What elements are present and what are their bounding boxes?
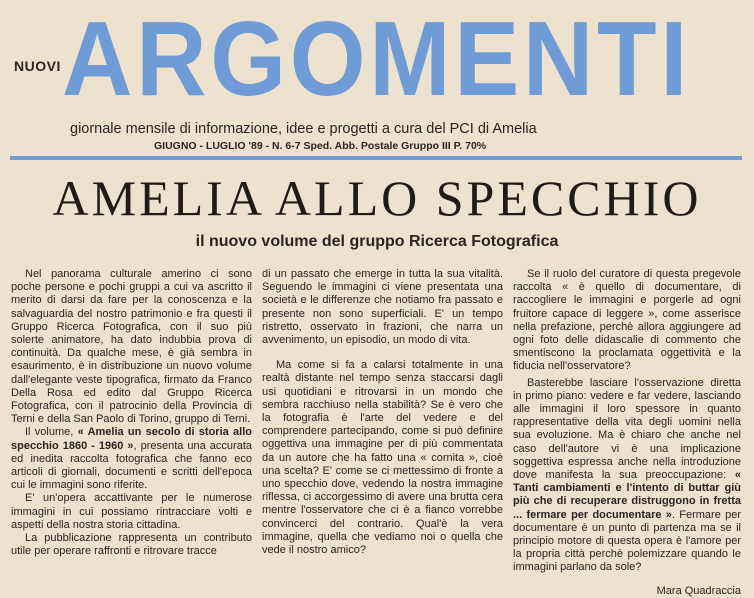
masthead-rule <box>10 156 742 160</box>
article-headline: AMELIA ALLO SPECCHIO <box>52 170 702 226</box>
text-run: Il volume, <box>25 426 78 439</box>
book-title: « Amelia un secolo di storia allo specchio 1860 - 1960 » <box>11 426 252 452</box>
masthead-prefix: NUOVI <box>14 58 61 74</box>
article-subhead: il nuovo volume del gruppo Ricerca Fotografica <box>195 233 559 250</box>
issue-info: GIUGNO - LUGLIO '89 - N. 6-7 Sped. Abb. Postale Gruppo III P. 70% <box>154 140 487 152</box>
column-2 <box>262 268 503 557</box>
paragraph: E' un'opera accattivante per le numerose immagini in cui possiamo rintracciare volti e aspetti della nostra storia cittadina. <box>11 492 252 531</box>
column-3 <box>513 268 741 597</box>
text-run: , presenta una accurata ed inedita raccolta fotografica che fanno eco articoli di giornali, documenti e scritti dell'epoca cui le immagini sono riferite. <box>11 439 252 492</box>
paragraph: di un passato che emerge in tutta la sua vitalità. Seguendo le immagini ci viene presentata una società e le differenze che notiamo fra passato e presente non sono superficiali. E' un tempo ristretto, osservato in frazioni, che narra un avvenimento, un episodio, un modo di vita. <box>262 268 503 347</box>
column-1 <box>11 268 252 558</box>
paragraph <box>513 377 741 575</box>
paragraph: Nel panorama culturale amerino ci sono poche persone e pochi gruppi a cui va ascritto il merito di darsi da fare per la conoscenza e la salvaguardia del nostro patrimonio e fra questi il Gruppo Ricerca Fotografica, con il suo più solerte animatore, ha dato indubbia prova di continuità. Da qualche mese, è già sembra in esaurimento, è in distribuzione un nuovo volume dall'elegante veste tipografica, firmato da Franco Della Rosa ed edito dal Gruppo Ricerca Fotografica, con il patrocinio della Provincia di Terni e della San Paolo di Torino, gruppo di Terni. <box>11 268 252 426</box>
masthead-tagline: giornale mensile di informazione, idee e progetti a cura del PCI di Amelia <box>70 121 537 137</box>
article-body <box>0 268 754 597</box>
paragraph: Se il ruolo del curatore di questa pregevole raccolta « è quello di documentare, di raccogliere le immagini e porgerle ad ogni fruitore capace di leggere », come asserisce nella prefazione, perchè allora aggiungere ad ogni foto delle didascalie di commento che smentiscono la proclamata oggettività e la fiducia nell'osservatore? <box>513 268 741 373</box>
paragraph: Ma come si fa a calarsi totalmente in una realtà distante nel tempo senza staccarsi dagli usi quotidiani e ritrovarsi in un mondo che sembra racchiuso nella stabilità? Se è vero che la fotografia è l'arte del vedere e del comprendere partecipando, come si può definire oggettiva una immagine per di più commentata da un autore che ha fatto una « cornita », cioè una scelta? E' come se ci mettessimo di fronte a uno specchio dove, vedendo la nostra immagine riflessa, ci accorgessimo di avere una brutta cera mentre l'osservatore che ci è a fianco vorrebbe convincerci del contrario. Qual'è la vera immagine, quella che vediamo noi o quella che vede il nostro amico? <box>262 359 503 557</box>
text-run: . Fermare per documentare è un punto di partenza ma se il principio motore di questa opera è l'amore per la propria città perchè polemizzare quando le immagini parlano da sole? <box>513 508 741 574</box>
author-signature: Mara Quadraccia <box>656 584 741 597</box>
masthead-logo: ARGOMENTI <box>62 0 692 118</box>
text-run: Basterebbe lasciare l'osservazione diretta in primo piano: vedere e far vedere, lasciando alle immagini il loro spessore in quanto rappresentative della vita degli uomini nella sua evoluzione. Ma è chiaro che anche nel caso dell'autore vi è una implicazione soggettiva espressa anche nella introduzione dove manifesta la sua preoccupazione: <box>513 376 741 482</box>
paragraph <box>11 426 252 492</box>
paragraph: La pubblicazione rappresenta un contributo utile per operare raffronti e ritrovare tracce <box>11 532 252 558</box>
quoted-text: « Tanti cambiamenti e l'intento di buttar giù più che di recuperare distruggono in fretta ... fermare per documentare » <box>513 469 741 521</box>
masthead <box>0 0 754 160</box>
